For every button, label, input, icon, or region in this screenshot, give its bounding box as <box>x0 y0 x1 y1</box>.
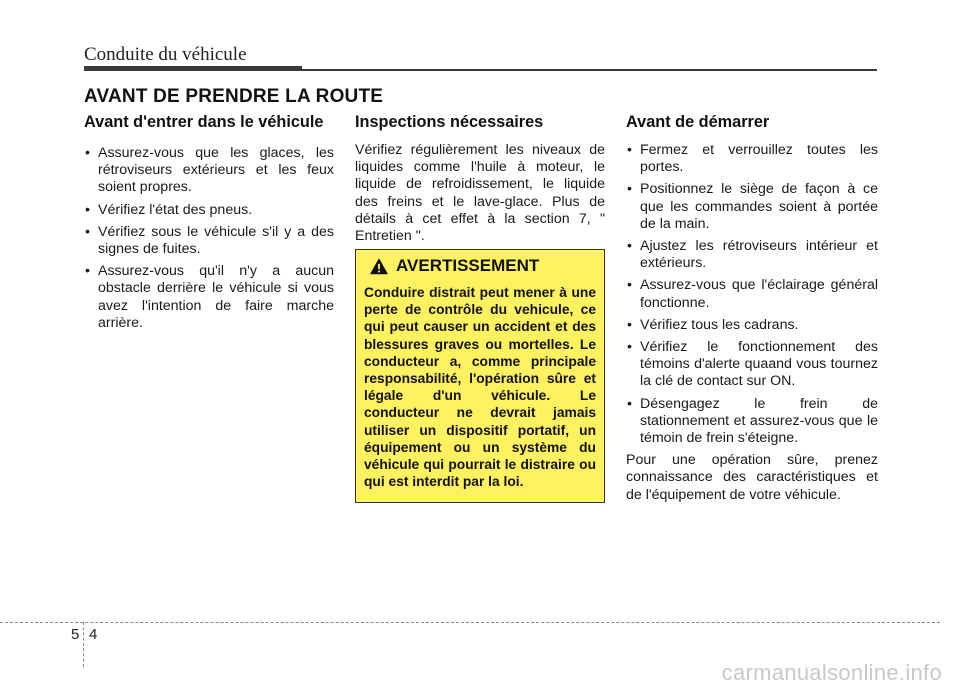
paragraph: Pour une opération sûre, prenez connaissance des caractéristiques et de l'équipement de votre véhicule. <box>626 452 878 503</box>
warning-triangle-icon <box>370 258 388 275</box>
checklist <box>84 145 334 332</box>
header-rule-thick <box>84 66 302 71</box>
page-section-number: 5 <box>71 626 80 643</box>
column-inspections <box>355 114 605 245</box>
warning-text: Conduire distrait peut mener à une perte de contrôle du vehicule, ce qui peut causer un accident et des blessures graves ou mortelles. Le conducteur a, comme principale responsabilité, l'opération sûre et légale d'un véhicule. Le conducteur ne devrait jamais utiliser un dispositif portatif, un équipement ou un système du véhicule qui pourrait le distraire ou qui est interdit par la loi. <box>364 285 596 490</box>
page-number-divider <box>83 622 84 667</box>
list-item: • Vérifiez l'état des pneus. <box>84 202 334 219</box>
column-heading: Inspections nécessaires <box>355 113 544 131</box>
paragraph: Vérifiez régulièrement les niveaux de liquides comme l'huile à moteur, le liquide de refroidissement, le liquide des freins et le lave-glace. Plus de détails à cet effet à la section 7, " Entretien ". <box>355 142 605 245</box>
list-item: • Vérifiez sous le véhicule s'il y a des signes de fuites. <box>84 224 334 258</box>
list-item: • Positionnez le siège de façon à ce que les commandes soient à portée de la main. <box>626 181 878 233</box>
list-item: • Assurez-vous qu'il n'y a aucun obstacle derrière le véhicule si vous avez l'intention de faire marche arrière. <box>84 263 334 332</box>
column-heading: Avant de démarrer <box>626 113 770 131</box>
column-before-entering <box>84 114 334 337</box>
warning-box <box>355 249 605 503</box>
page-number: 4 <box>89 626 98 643</box>
list-item: • Assurez-vous que l'éclairage général fonctionne. <box>626 277 878 311</box>
list-item: • Ajustez les rétroviseurs intérieur et extérieurs. <box>626 238 878 272</box>
column-before-starting <box>626 114 878 504</box>
warning-title: AVERTISSEMENT <box>396 256 540 275</box>
list-item: • Assurez-vous que les glaces, les rétroviseurs extérieurs et les feux soient propres. <box>84 145 334 197</box>
list-item: • Fermez et verrouillez toutes les portes. <box>626 142 878 176</box>
chapter-title: Conduite du véhicule <box>84 44 247 65</box>
checklist <box>626 142 878 447</box>
watermark: carmanualsonline.info <box>721 660 942 685</box>
section-title: AVANT DE PRENDRE LA ROUTE <box>84 86 384 107</box>
warning-header <box>370 256 596 276</box>
list-item: • Désengagez le frein de stationnement et assurez-vous que le témoin de frein s'éteigne. <box>626 396 878 448</box>
list-item: • Vérifiez le fonctionnement des témoins d'alerte quaand vous tournez la clé de contact sur ON. <box>626 339 878 391</box>
footer-divider <box>0 622 940 623</box>
header-rule-thin <box>302 69 877 71</box>
list-item: • Vérifiez tous les cadrans. <box>626 317 878 334</box>
column-heading: Avant d'entrer dans le véhicule <box>84 113 324 131</box>
